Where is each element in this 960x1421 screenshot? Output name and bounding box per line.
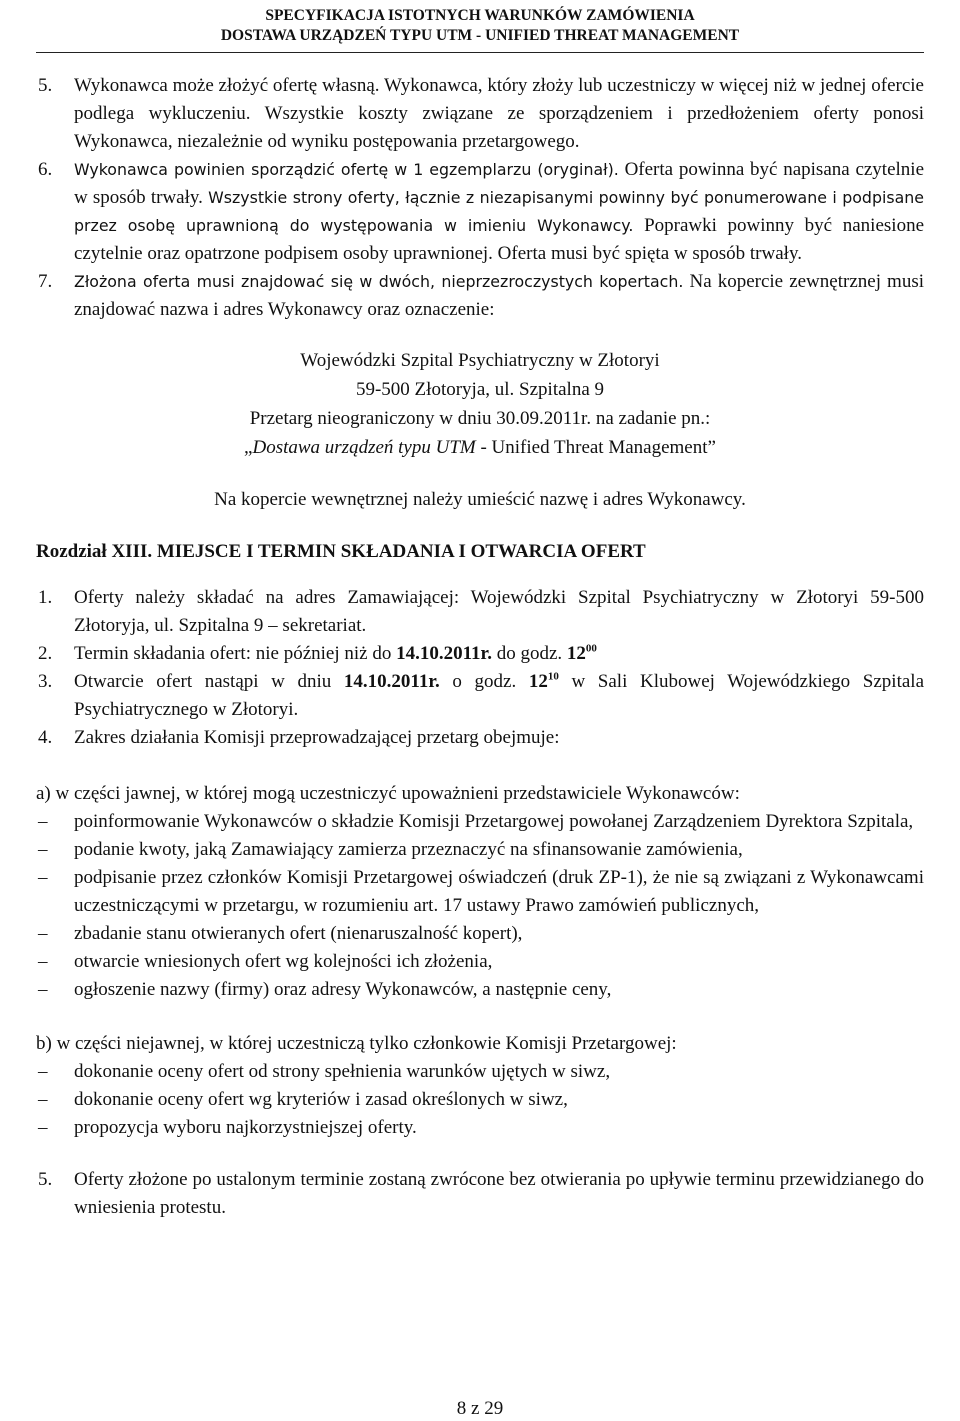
dash-bullet: –: [38, 979, 48, 1000]
deadline-date: 14.10.2011r.: [396, 643, 492, 664]
inner-envelope-note: Na kopercie wewnętrznej należy umieścić nazwę i adres Wykonawcy.: [214, 489, 746, 510]
document-header: [0, 0, 960, 46]
deadline-minutes: 00: [585, 642, 597, 655]
item-number: 3.: [38, 671, 53, 692]
item-text-b: o godz.: [439, 671, 529, 692]
tender-subject-rest: - Unified Threat Management”: [475, 437, 716, 458]
bullet-text: dokonanie oceny ofert od strony spełnienia warunków ujętych w siwz,: [74, 1061, 611, 1082]
item-text-b: Na kopercie zewnętrznej musi znajdować nazwa i adres Wykonawcy oraz oznaczenie:: [74, 271, 925, 320]
list-item: [36, 920, 924, 948]
bullet-text: ogłoszenie nazwy (firmy) oraz adresy Wykonawców, a następnie ceny,: [74, 979, 612, 1000]
item-text: Wykonawca może złożyć ofertę własną. Wykonawca, który złoży lub uczestniczy w więcej niż w jednej ofercie podlega wykluczeniu. Wszystkie koszty związane ze sporządzeniem i przedłożeniem oferty ponosi Wykonawca, niezależnie od wyniku postępowania przetargowego.: [74, 75, 924, 152]
list-item-4: [36, 724, 924, 752]
item-text-e: Oferta musi być spięta w sposób trwały.: [497, 243, 802, 264]
list-item: [36, 976, 924, 1004]
bullet-text: zbadanie stanu otwieranych ofert (nienaruszalność kopert),: [74, 923, 523, 944]
item-text: Oferty złożone po ustalonym terminie zostaną zwrócone bez otwierania po upływie terminu przewidzianego do wniesienia protestu.: [74, 1169, 924, 1218]
header-divider: [36, 52, 924, 53]
envelope-line-2: 59-500 Złotoryja, ul. Szpitalna 9: [355, 379, 604, 400]
chapter-title: Rozdział XIII. MIEJSCE I TERMIN SKŁADANIA I OTWARCIA OFERT: [36, 541, 646, 562]
item-text-c: Wszystkie strony oferty, łącznie z niezapisanymi powinny być ponumerowane i podpisane przez osobę uprawnioną do występowania w imieniu Wykonawcy.: [74, 188, 925, 235]
header-line-2: DOSTAWA URZĄDZEŃ TYPU UTM - UNIFIED THREAT MANAGEMENT: [220, 27, 740, 44]
item-text-a: Złożona oferta musi znajdować się w dwóch, nieprzezroczystych kopertach.: [74, 272, 684, 291]
dash-bullet: –: [38, 923, 48, 944]
list-item-7: [36, 268, 924, 324]
list-item: [36, 1086, 924, 1114]
item-number: 4.: [38, 727, 53, 748]
list-item-2: [36, 640, 924, 668]
bullet-text: dokonanie oceny ofert wg kryteriów i zasad określonych w siwz,: [74, 1089, 568, 1110]
list-item-5-final: [36, 1166, 924, 1222]
opening-minutes: 10: [547, 670, 559, 683]
bullet-text: podpisanie przez członków Komisji Przetargowej oświadczeń (druk ZP-1), że nie są związani z Wykonawcami uczestniczącymi w przetargu, w rozumieniu art. 17 ustawy Prawo zamówień publicznych,: [74, 867, 924, 916]
deadline-hour: 12: [566, 643, 586, 664]
item-text: Oferty należy składać na adres Zamawiającej: Wojewódzki Szpital Psychiatryczny w Złotoryi 59-500 Złotoryja, ul. Szpitalna 9 – sekretariat.: [74, 587, 924, 636]
list-item: [36, 948, 924, 976]
envelope-line-1: Wojewódzki Szpital Psychiatryczny w Złotoryi: [300, 350, 660, 371]
part-b-label: b) w części niejawnej, w której uczestniczą tylko członkowie Komisji Przetargowej:: [36, 1033, 677, 1054]
list-item-5: [36, 72, 924, 156]
list-item: [36, 808, 924, 836]
item-text-c: w Sali Klubowej Wojewódzkiego Szpitala Psychiatrycznego w Złotoryi.: [74, 671, 924, 720]
item-number: 6.: [38, 159, 53, 180]
item-text-b: Oferta powinna być napisana czytelnie w sposób trwały.: [74, 159, 925, 208]
open-quote: „: [244, 437, 253, 458]
part-b-list: [36, 1058, 924, 1142]
dash-bullet: –: [38, 811, 48, 832]
bullet-text: propozycja wyboru najkorzystniejszej oferty.: [74, 1117, 417, 1138]
item-text-d: Poprawki powinny być naniesione czytelnie oraz opatrzone podpisem osoby uprawnionej.: [74, 215, 924, 264]
item-number: 1.: [38, 587, 53, 608]
tender-subject: Dostawa urządzeń typu UTM: [252, 437, 476, 458]
list-item-6: [36, 156, 924, 268]
page-content: [36, 72, 924, 1222]
list-item-3: [36, 668, 924, 724]
item-text-a: Wykonawca powinien sporządzić ofertę w 1 egzemplarzu (oryginał).: [74, 160, 619, 179]
envelope-line-4: [36, 433, 924, 462]
list-item: [36, 1058, 924, 1086]
bullet-text: podanie kwoty, jaką Zamawiający zamierza przeznaczyć na sfinansowanie zamówienia,: [74, 839, 743, 860]
list-item: [36, 1114, 924, 1142]
opening-date: 14.10.2011r.: [343, 671, 440, 692]
chapter-list: [36, 584, 924, 752]
item-text-b: do godz.: [491, 643, 567, 664]
header-line-1: SPECYFIKACJA ISTOTNYCH WARUNKÓW ZAMÓWIENIA: [265, 7, 695, 24]
item-text: Zakres działania Komisji przeprowadzającej przetarg obejmuje:: [74, 727, 560, 748]
item-number: 2.: [38, 643, 53, 664]
list-item: [36, 836, 924, 864]
dash-bullet: –: [38, 951, 48, 972]
list-item: [36, 864, 924, 920]
item-number: 5.: [38, 1169, 53, 1190]
item-text-a: Termin składania ofert: nie później niż do: [74, 643, 397, 664]
item-number: 7.: [38, 271, 53, 292]
bullet-text: poinformowanie Wykonawców o składzie Komisji Przetargowej powołanej Zarządzeniem Dyrektora Szpitala,: [74, 811, 914, 832]
envelope-line-3: Przetarg nieograniczony w dniu 30.09.2011r. na zadanie pn.:: [249, 408, 711, 429]
page-number: 8 z 29: [456, 1398, 504, 1419]
dash-bullet: –: [38, 1089, 48, 1110]
dash-bullet: –: [38, 1117, 48, 1138]
list-item-1: [36, 584, 924, 640]
item-number: 5.: [38, 75, 53, 96]
envelope-label: [36, 346, 924, 462]
dash-bullet: –: [38, 839, 48, 860]
part-a-label: a) w części jawnej, w której mogą uczestniczyć upoważnieni przedstawiciele Wykonawców:: [36, 783, 740, 804]
dash-bullet: –: [38, 1061, 48, 1082]
opening-hour: 12: [528, 671, 548, 692]
dash-bullet: –: [38, 867, 48, 888]
item-text-a: Otwarcie ofert nastąpi w dniu: [74, 671, 344, 692]
part-a-list: [36, 808, 924, 1004]
bullet-text: otwarcie wniesionych ofert wg kolejności ich złożenia,: [74, 951, 493, 972]
